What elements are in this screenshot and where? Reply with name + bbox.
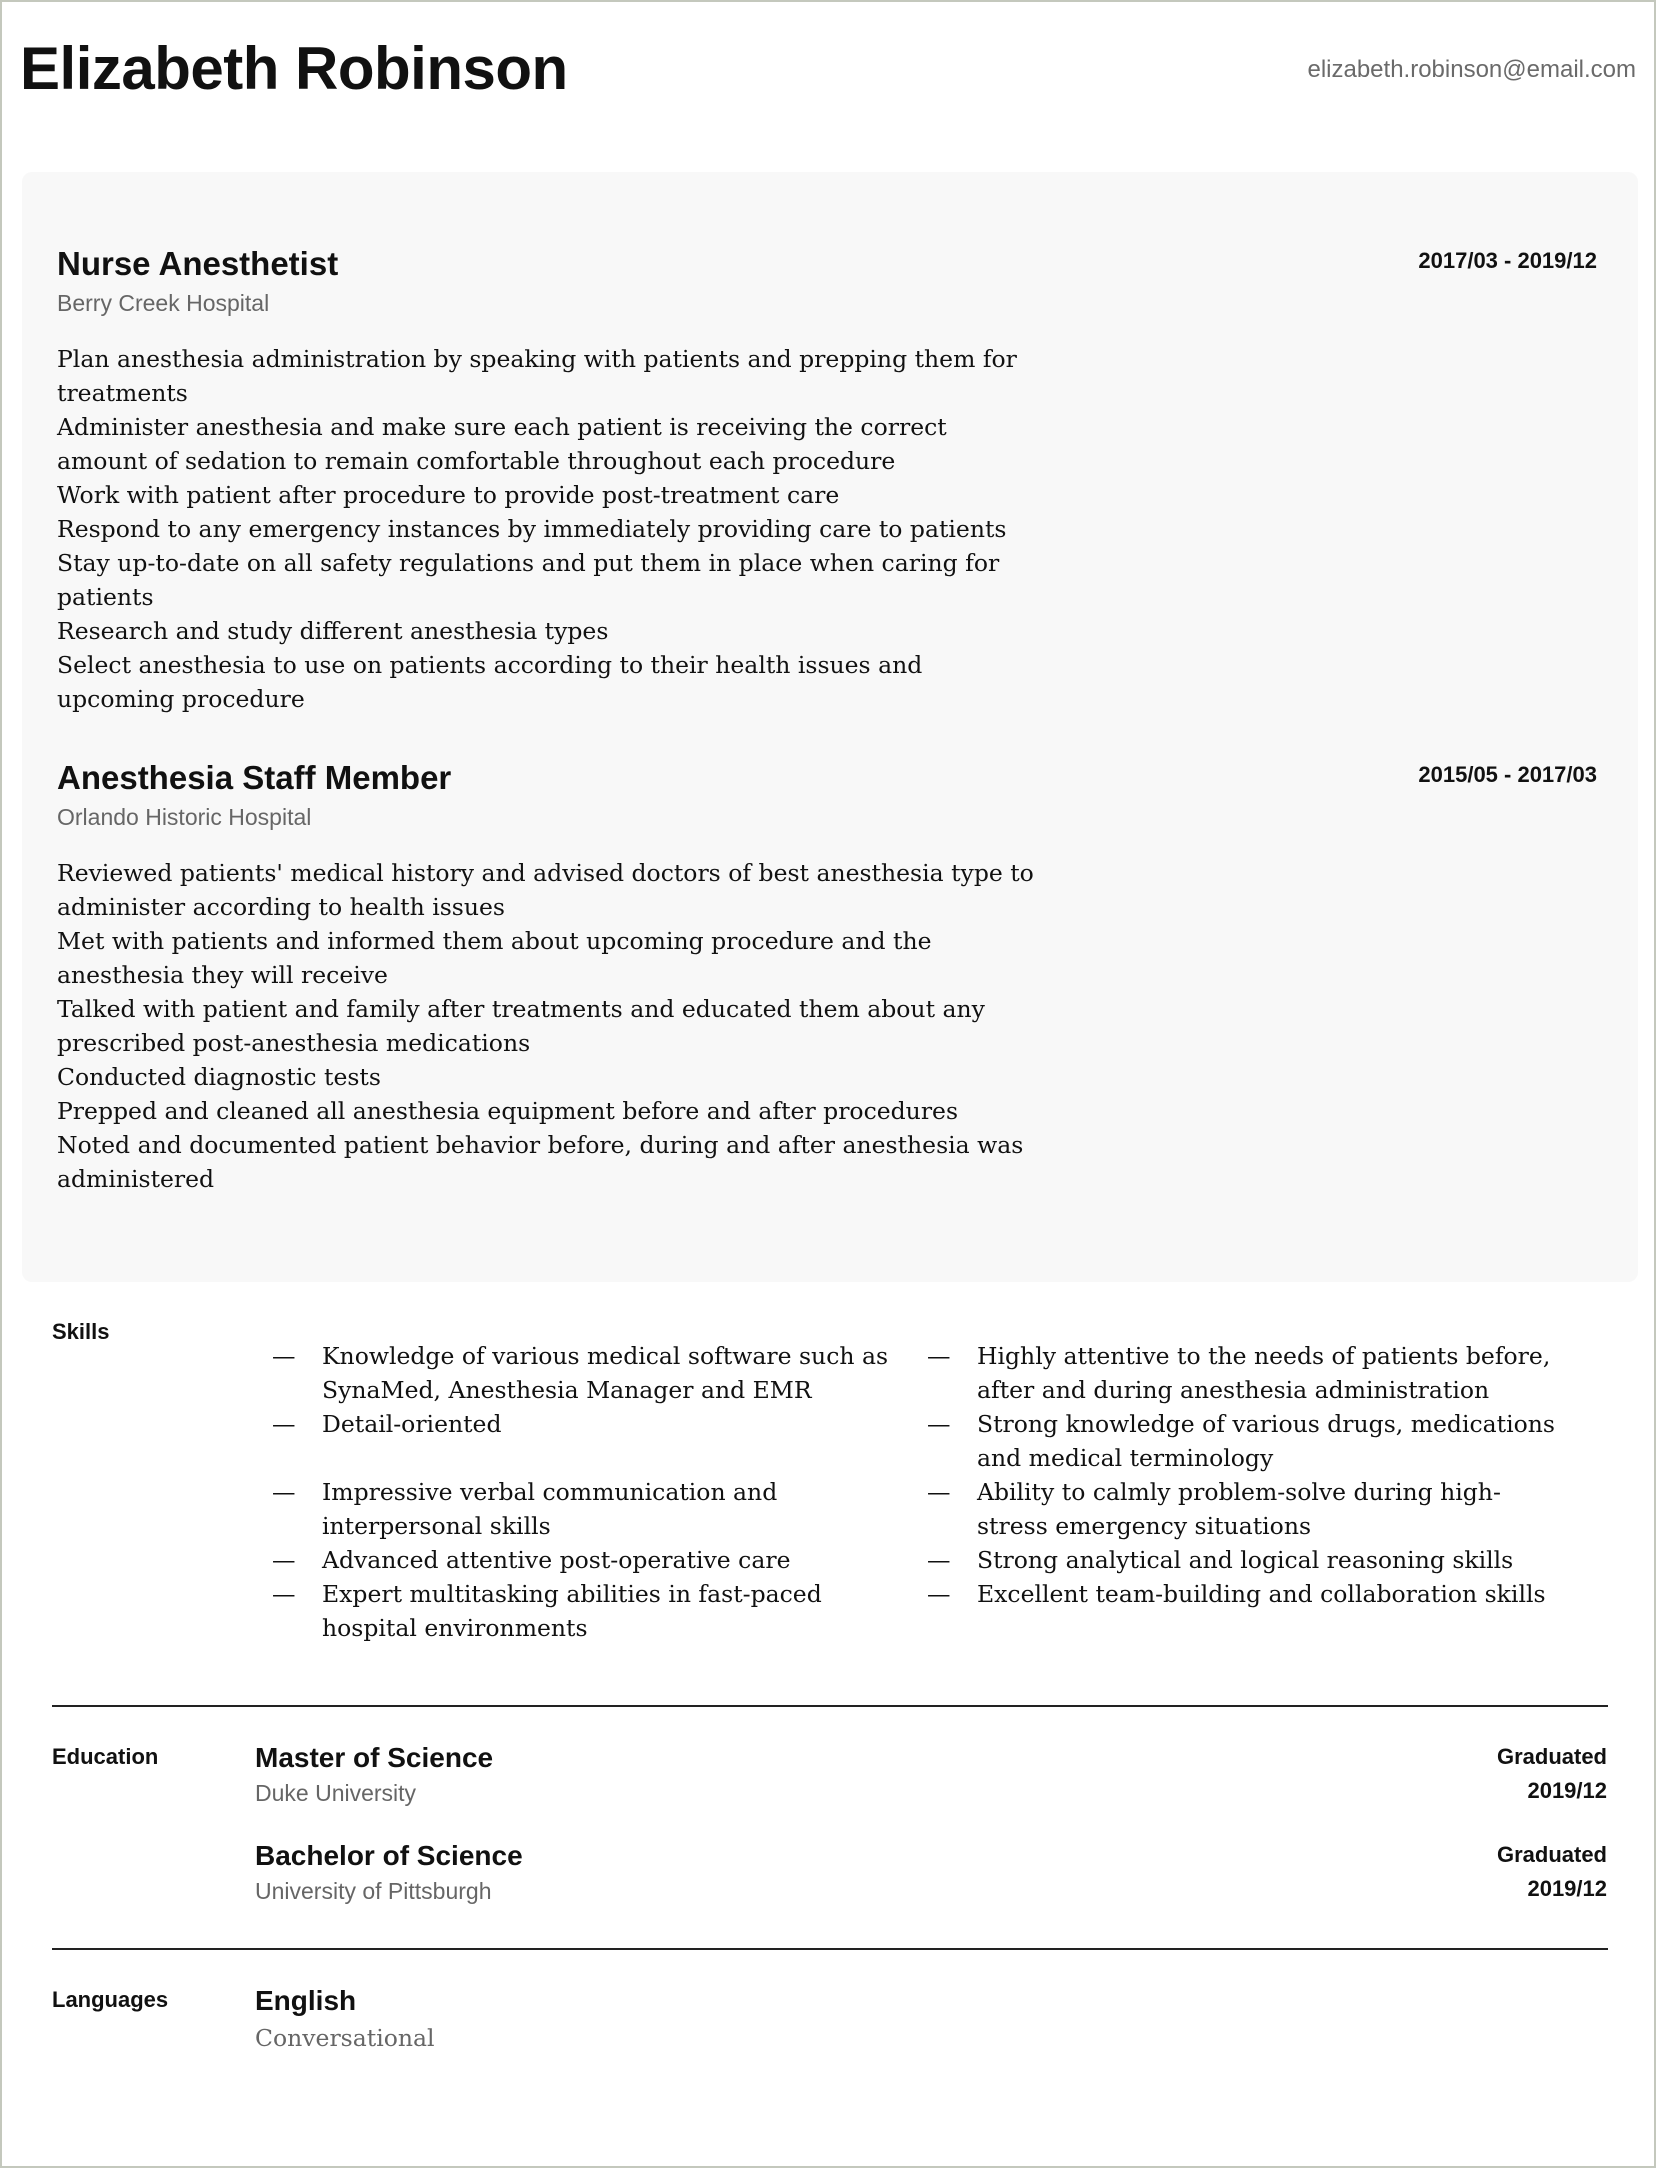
responsibility-item: Plan anesthesia administration by speaking with patients and prepping them for treatments xyxy=(57,345,1017,407)
responsibility-item: Talked with patient and family after treatments and educated them about any prescribed post-anesthesia medications xyxy=(57,995,985,1057)
job-title: Anesthesia Staff Member xyxy=(57,759,452,796)
job-dates: 2017/03 - 2019/12 xyxy=(1418,248,1597,273)
responsibility-item: Reviewed patients' medical history and advised doctors of best anesthesia type to administer according to health issues xyxy=(57,859,1034,921)
skill-item: — Ability to calmly problem-solve during high-stress emergency situations xyxy=(927,1475,1582,1543)
language-level: Conversational xyxy=(255,2024,435,2052)
dash-bullet: — xyxy=(272,1546,296,1574)
dash-bullet: — xyxy=(927,1546,951,1574)
degree-title: Master of Science xyxy=(255,1742,494,1773)
skill-item: — Excellent team-building and collaboration skills xyxy=(927,1577,1582,1611)
responsibility-item: Select anesthesia to use on patients according to their health issues and upcoming procedure xyxy=(57,651,923,713)
skills-column xyxy=(927,1339,1582,1645)
skill-item: — Highly attentive to the needs of patients before, after and during anesthesia administration xyxy=(927,1339,1582,1407)
skills-column xyxy=(272,1339,927,1645)
skill-item: — Advanced attentive post-operative care xyxy=(272,1543,927,1577)
graduation-info xyxy=(1497,1740,1607,1808)
graduation-date: 2019/12 xyxy=(1527,1876,1607,1901)
responsibility-item: Work with patient after procedure to provide post-treatment care xyxy=(57,481,840,509)
school-name: University of Pittsburgh xyxy=(255,1878,492,1904)
responsibility-item: Met with patients and informed them about upcoming procedure and the anesthesia they will receive xyxy=(57,927,932,989)
graduation-date: 2019/12 xyxy=(1527,1778,1607,1803)
language-name: English xyxy=(255,1985,357,2016)
section-label: Languages xyxy=(52,1987,169,2012)
dash-bullet: — xyxy=(272,1580,296,1608)
section-divider xyxy=(52,1948,1608,1950)
dash-bullet: — xyxy=(927,1580,951,1608)
candidate-name: Elizabeth Robinson xyxy=(20,35,568,102)
skill-item: — Expert multitasking abilities in fast-paced hospital environments xyxy=(272,1577,927,1645)
responsibility-item: Prepped and cleaned all anesthesia equipment before and after procedures xyxy=(57,1097,959,1125)
responsibility-item: Administer anesthesia and make sure each patient is receiving the correct amount of sedation to remain comfortable throughout each procedure xyxy=(57,413,947,475)
language-item xyxy=(255,1983,1607,2055)
section-label: Skills xyxy=(52,1319,110,1344)
responsibility-item: Stay up-to-date on all safety regulations and put them in place when caring for patients xyxy=(57,549,1000,611)
graduation-label: Graduated xyxy=(1496,1744,1607,1769)
degree-title: Bachelor of Science xyxy=(255,1840,523,1871)
experience-section xyxy=(22,172,1638,1282)
skills-grid xyxy=(272,1339,1612,1645)
responsibility-item: Research and study different anesthesia types xyxy=(57,617,609,645)
dash-bullet: — xyxy=(272,1410,296,1438)
graduation-label: Graduated xyxy=(1496,1842,1607,1867)
job-company: Orlando Historic Hospital xyxy=(57,804,312,830)
job-title: Nurse Anesthetist xyxy=(57,245,339,282)
responsibility-item: Noted and documented patient behavior before, during and after anesthesia was administered xyxy=(57,1131,1024,1193)
dash-bullet: — xyxy=(272,1342,296,1370)
job-entry xyxy=(57,244,1597,716)
dash-bullet: — xyxy=(927,1478,951,1506)
skill-item: — Impressive verbal communication and interpersonal skills xyxy=(272,1475,927,1543)
education-item xyxy=(255,1740,1607,1808)
responsibility-item: Respond to any emergency instances by immediately providing care to patients xyxy=(57,515,1007,543)
candidate-email[interactable]: elizabeth.robinson@email.com xyxy=(1307,56,1636,83)
section-label: Education xyxy=(52,1744,159,1769)
dash-bullet: — xyxy=(927,1342,951,1370)
skills-section xyxy=(52,1317,1608,1657)
job-dates: 2015/05 - 2017/03 xyxy=(1418,762,1597,787)
skill-item: — Knowledge of various medical software such as SynaMed, Anesthesia Manager and EMR xyxy=(272,1339,927,1407)
dash-bullet: — xyxy=(272,1478,296,1506)
dash-bullet: — xyxy=(927,1410,951,1438)
school-name: Duke University xyxy=(255,1780,417,1806)
job-company: Berry Creek Hospital xyxy=(57,290,270,316)
skill-item: — Strong knowledge of various drugs, medications and medical terminology xyxy=(927,1407,1582,1475)
skill-item: — Detail-oriented xyxy=(272,1407,927,1441)
responsibility-item: Conducted diagnostic tests xyxy=(57,1063,381,1091)
education-item xyxy=(255,1838,1607,1906)
job-responsibilities xyxy=(57,856,1037,1196)
job-responsibilities xyxy=(57,342,1037,716)
section-divider xyxy=(52,1705,1608,1707)
graduation-info xyxy=(1497,1838,1607,1906)
job-entry xyxy=(57,758,1597,1196)
skill-item: — Strong analytical and logical reasoning skills xyxy=(927,1543,1582,1577)
